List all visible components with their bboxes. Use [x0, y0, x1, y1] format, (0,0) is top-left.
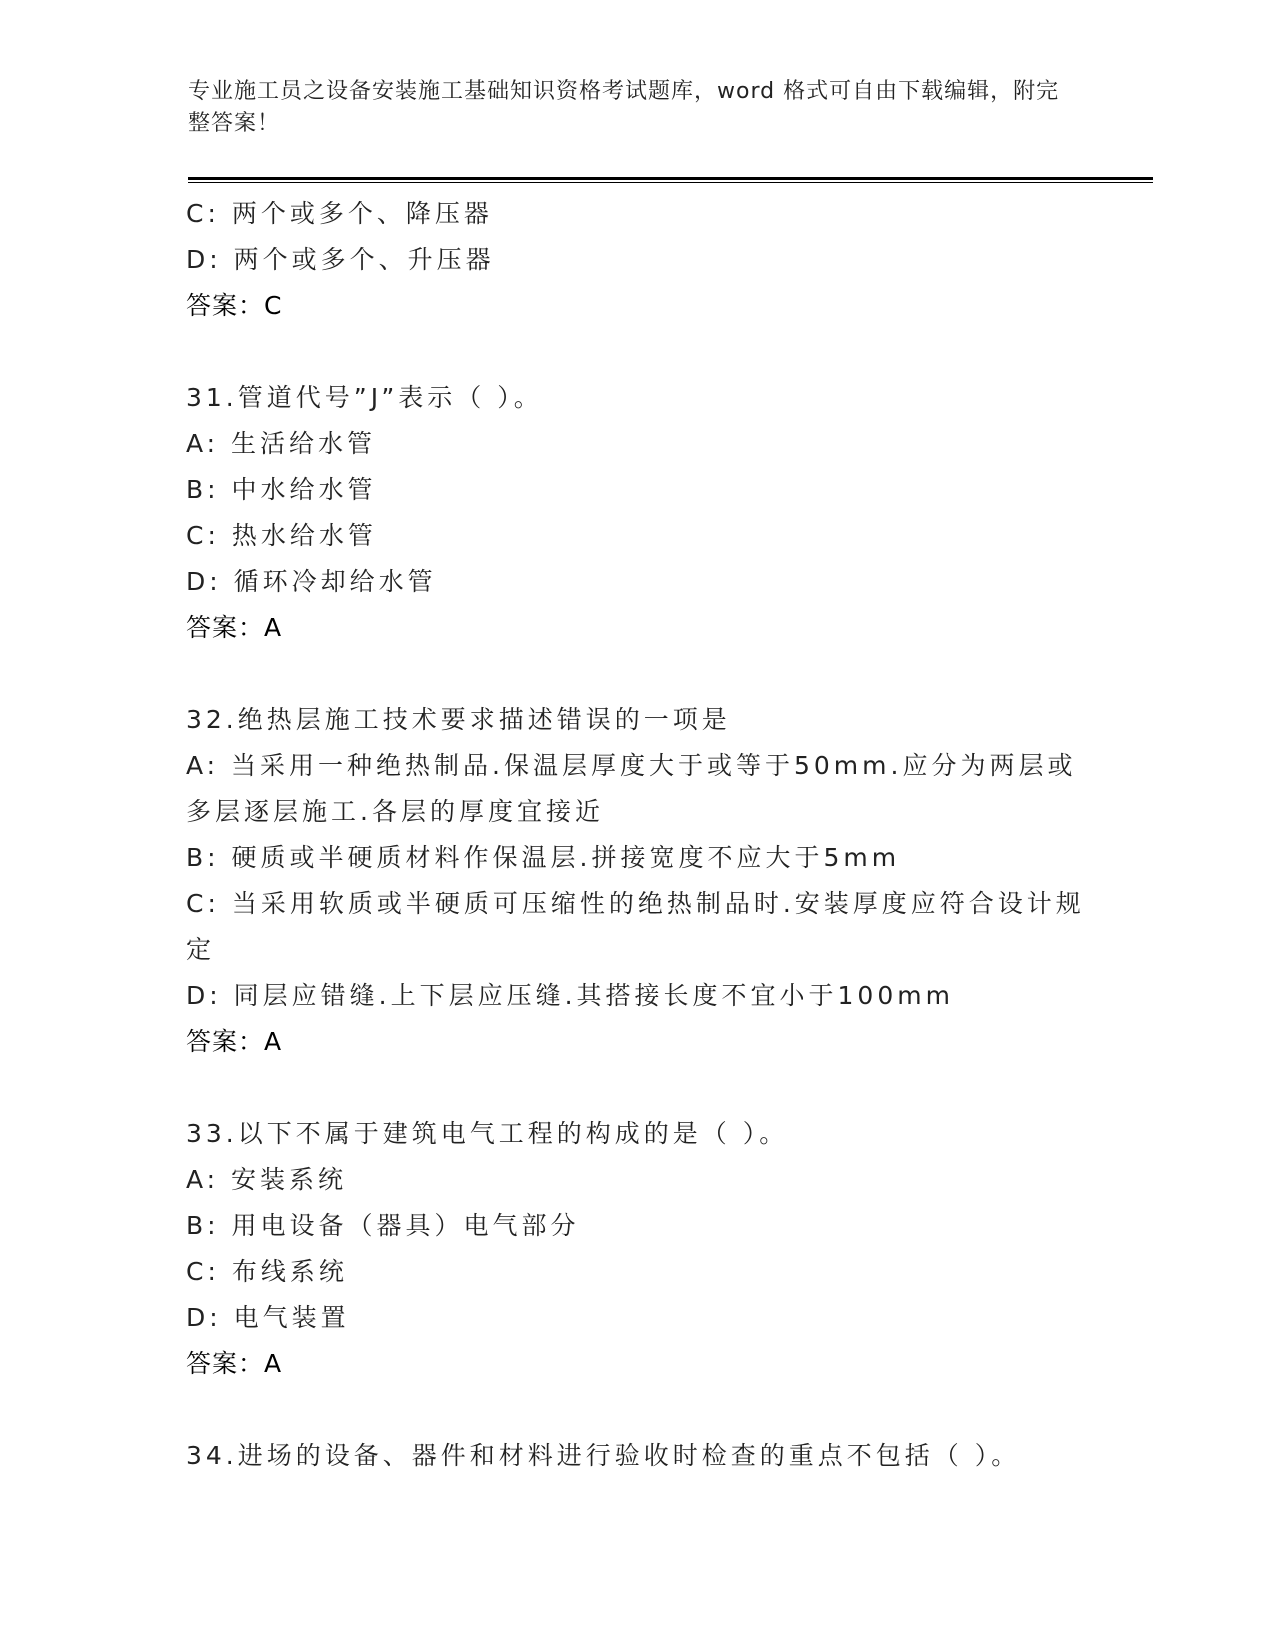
option-a: A: 安装系统	[186, 1165, 348, 1194]
option-c: C: 布线系统	[186, 1257, 348, 1286]
question-31	[186, 375, 1086, 651]
option-c: C: 当采用软质或半硬质可压缩性的绝热制品时.安装厚度应符合设计规定	[186, 889, 1085, 964]
question-text: 31.管道代号”J”表示（ ）。	[186, 383, 543, 412]
question-text: 33.以下不属于建筑电气工程的构成的是（ ）。	[186, 1119, 789, 1148]
option-b: B: 中水给水管	[186, 475, 377, 504]
question-32	[186, 697, 1086, 1065]
option-d: D: 同层应错缝.上下层应压缝.其搭接长度不宜小于100mm	[186, 981, 954, 1010]
question-text: 34.进场的设备、器件和材料进行验收时检查的重点不包括（ ）。	[186, 1441, 1021, 1470]
option-a: A: 当采用一种绝热制品.保温层厚度大于或等于50mm.应分为两层或多层逐层施工.各层的厚度宜接近	[186, 751, 1077, 826]
question-34	[186, 1433, 1086, 1479]
header-rule-thin	[188, 182, 1153, 183]
spacer	[186, 651, 1086, 697]
question-30-tail	[186, 191, 1086, 329]
answer: 答案：A	[186, 1349, 283, 1378]
answer: 答案：C	[186, 291, 283, 320]
option-d: D: 电气装置	[186, 1303, 350, 1332]
spacer	[186, 1387, 1086, 1433]
option-b: B: 用电设备（器具）电气部分	[186, 1211, 580, 1240]
answer: 答案：A	[186, 613, 283, 642]
question-text: 32.绝热层施工技术要求描述错误的一项是	[186, 705, 731, 734]
option-a: A: 生活给水管	[186, 429, 377, 458]
question-33	[186, 1111, 1086, 1387]
answer: 答案：A	[186, 1027, 283, 1056]
document-header: 专业施工员之设备安装施工基础知识资格考试题库，word 格式可自由下载编辑，附完整答案！	[188, 79, 1060, 136]
option-d: D: 两个或多个、升压器	[186, 245, 495, 274]
header-rule-thick	[188, 177, 1153, 180]
spacer	[186, 1065, 1086, 1111]
option-c: C: 热水给水管	[186, 521, 377, 550]
option-d: D: 循环冷却给水管	[186, 567, 437, 596]
spacer	[186, 329, 1086, 375]
option-c: C: 两个或多个、降压器	[186, 199, 493, 228]
option-b: B: 硬质或半硬质材料作保温层.拼接宽度不应大于5mm	[186, 843, 901, 872]
question-list	[186, 191, 1086, 1479]
